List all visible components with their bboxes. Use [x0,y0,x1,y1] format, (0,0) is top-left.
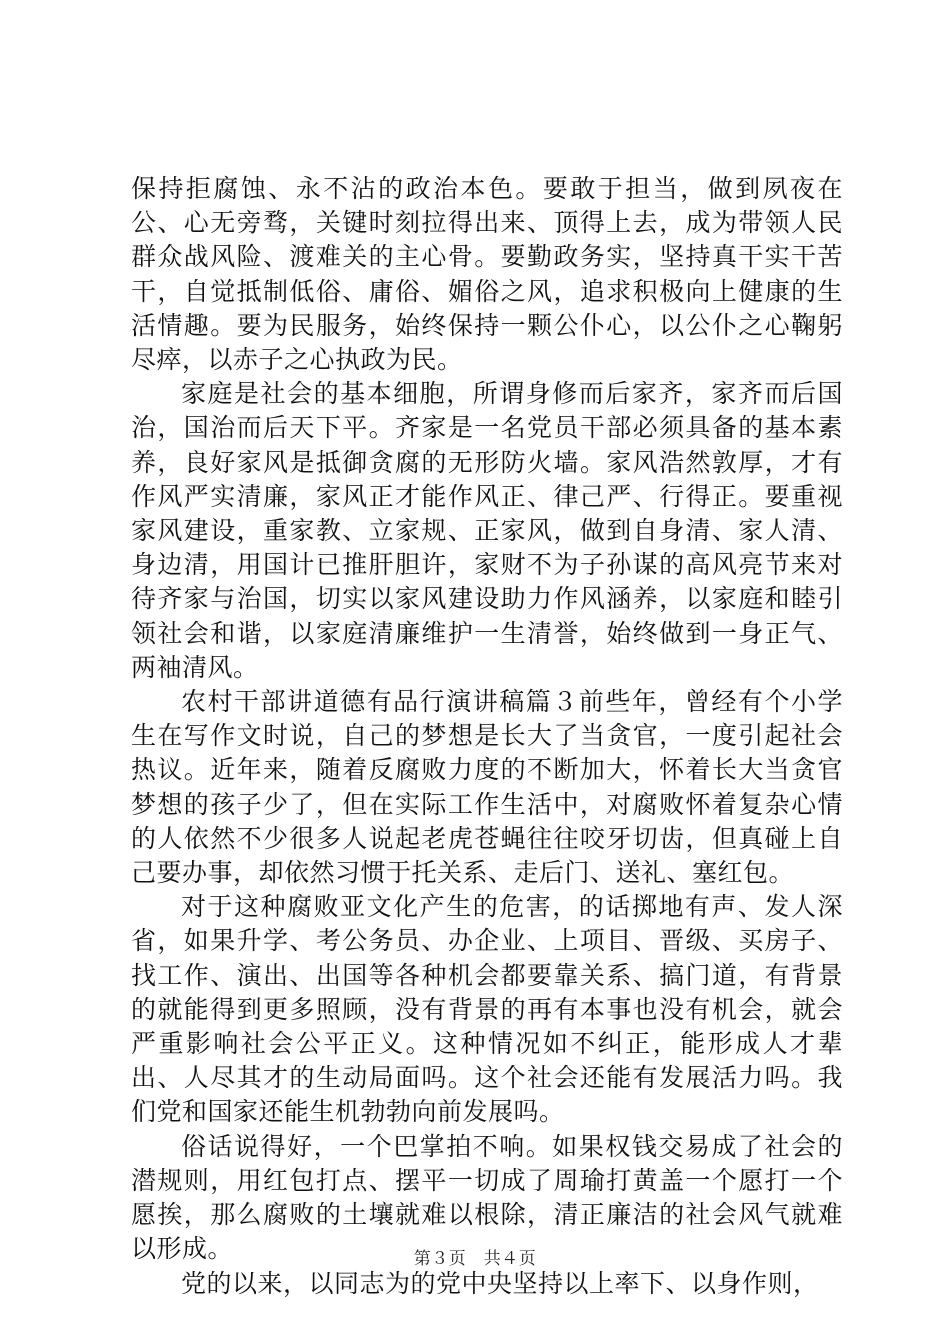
paragraph: 俗话说得好，一个巴掌拍不响。如果权钱交易成了社会的潜规则，用红包打点、摆平一切成了周瑜打黄盖一个愿打一个愿挨，那么腐败的土壤就难以根除，清正廉洁的社会风气就难以形成。 [131,1131,843,1264]
paragraph: 保持拒腐蚀、永不沾的政治本色。要敢于担当，做到夙夜在公、心无旁骛，关键时刻拉得出来、顶得上去，成为带领人民群众战风险、渡难关的主心骨。要勤政务实，坚持真干实干苦干，自觉抵制低俗、庸俗、媚俗之风，追求积极向上健康的生活情趣。要为民服务，始终保持一颗公仆心，以公仆之心鞠躬尽瘁，以赤子之心执政为民。 [131,174,843,375]
paragraph: 农村干部讲道德有品行演讲稿篇３前些年，曾经有个小学生在写作文时说，自己的梦想是长大了当贪官，一度引起社会热议。近年来，随着反腐败力度的不断加大，怀着长大当贪官梦想的孩子少了，但在实际工作生活中，对腐败怀着复杂心情的人依然不少很多人说起老虎苍蝇往往咬牙切齿，但真碰上自己要办事，却依然习惯于托关系、走后门、送礼、塞红包。 [131,687,843,888]
paragraph: 党的以来，以同志为的党中央坚持以上率下、以身作则， [181,1268,819,1298]
page-number-footer: 第３页 共４页 [413,1249,537,1269]
body-text [131,172,843,1301]
paragraph: 对于这种腐败亚文化产生的危害，的话掷地有声、发人深省，如果升学、考公务员、办企业、上项目、晋级、买房子、找工作、演出、出国等各种机会都要靠关系、搞门道，有背景的就能得到更多照顾，没有背景的再有本事也没有机会，就会严重影响社会公平正义。这种情况如不纠正，能形成人才辈出、人尽其才的生动局面吗。这个社会还能有发展活力吗。我们党和国家还能生机勃勃向前发展吗。 [131,892,843,1127]
paragraph: 家庭是社会的基本细胞，所谓身修而后家齐，家齐而后国治，国治而后天下平。齐家是一名党员干部必须具备的基本素养，良好家风是抵御贪腐的无形防火墙。家风浩然敦厚，才有作风严实清廉，家风正才能作风正、律己严、行得正。要重视家风建设，重家教、立家规、正家风，做到自身清、家人清、身边清，用国计已推肝胆许，家财不为子孙谋的高风亮节来对待齐家与治国，切实以家风建设助力作风涵养，以家庭和睦引领社会和谐，以家庭清廉维护一生清誉，始终做到一身正气、两袖清风。 [131,379,843,682]
